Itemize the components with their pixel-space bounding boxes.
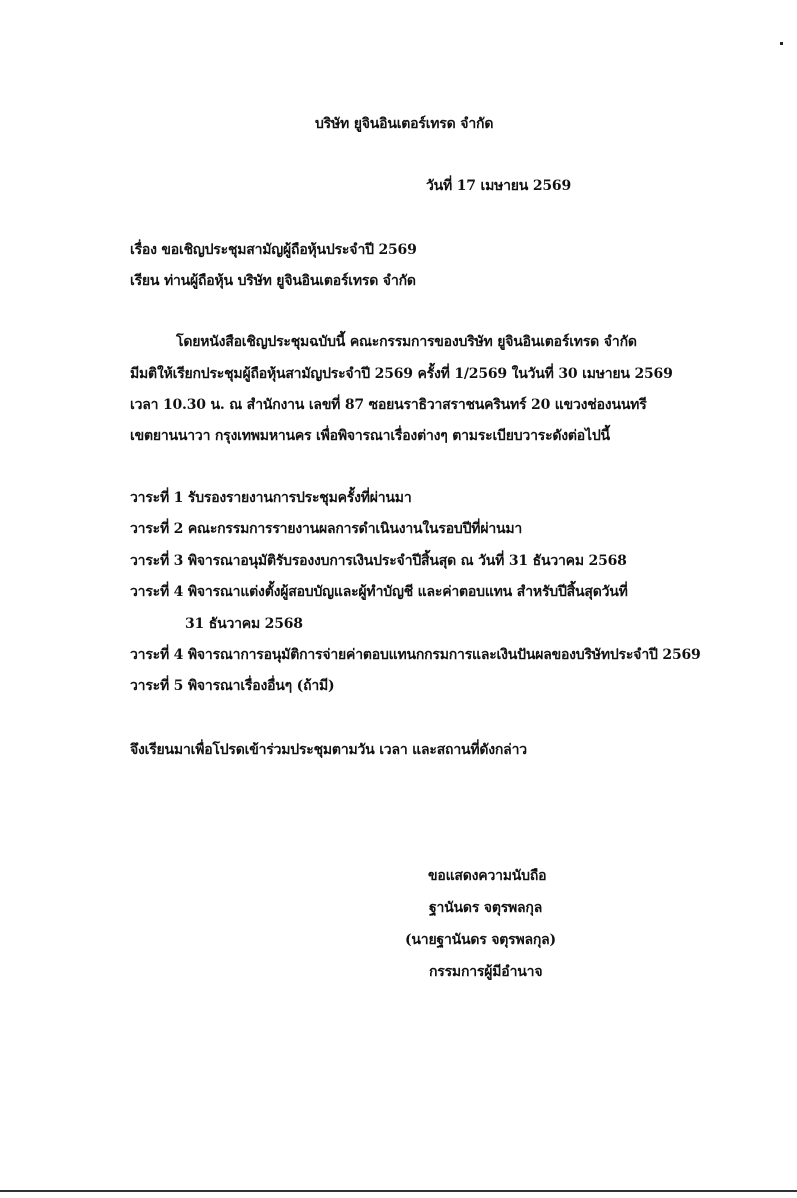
agenda-item-2: วาระที่ 2 คณะกรรมการรายงานผลการดำเนินงานในรอบปีที่ผ่านมา [130,521,523,537]
addressee-line: เรียน ท่านผู้ถือหุ้น บริษัท ยูจินอินเตอร์เทรด จำกัด [130,273,416,289]
agenda-item-3: วาระที่ 3 พิจารณาอนุมัติรับรองงบการเงินประจำปีสิ้นสุด ณ วันที่ 31 ธันวาคม 2568 [130,553,627,569]
signature-regards: ขอแสดงความนับถือ [428,868,547,884]
agenda-item-5: วาระที่ 5 พิจารณาเรื่องอื่นๆ (ถ้ามี) [130,678,335,694]
scan-mark [780,42,783,45]
company-heading: บริษัท ยูจินอินเตอร์เทรด จำกัด [315,116,494,132]
signature-title: กรรมการผู้มีอำนาจ [429,964,543,980]
body-line-1: โดยหนังสือเชิญประชุมฉบับนี้ คณะกรรมการของบริษัท ยูจินอินเตอร์เทรด จำกัด [176,334,637,350]
agenda-item-4b: วาระที่ 4 พิจารณาการอนุมัติการจ่ายค่าตอบแทนกกรมการและเงินปันผลของบริษัทประจำปี 2569 [130,647,701,663]
date-line: วันที่ 17 เมษายน 2569 [426,178,572,194]
closing-line: จึงเรียนมาเพื่อโปรดเข้าร่วมประชุมตามวัน เวลา และสถานที่ดังกล่าว [130,742,527,758]
signature-full-name: (นายฐานันดร จตุรพลกุล) [405,932,556,948]
bottom-edge-rule [0,1190,797,1192]
body-line-4: เขตยานนาวา กรุงเทพมหานคร เพื่อพิจารณาเรื่องต่างๆ ตามระเบียบวาระดังต่อไปนี้ [130,428,610,444]
agenda-item-4-continued: 31 ธันวาคม 2568 [185,616,303,632]
body-line-3: เวลา 10.30 น. ณ สำนักงาน เลขที่ 87 ซอยนราธิวาสราชนครินทร์ 20 แขวงช่องนนทรี [130,397,647,413]
body-line-2: มีมติให้เรียกประชุมผู้ถือหุ้นสามัญประจำปี 2569 ครั้งที่ 1/2569 ในวันที่ 30 เมษายน 2569 [130,366,673,382]
subject-line: เรื่อง ขอเชิญประชุมสามัญผู้ถือหุ้นประจำปี 2569 [130,242,417,258]
agenda-item-4: วาระที่ 4 พิจารณาแต่งตั้งผู้สอบบัญและผู้ทำบัญชี และค่าตอบแทน สำหรับปีสิ้นสุดวันที่ [130,584,628,600]
agenda-item-1: วาระที่ 1 รับรองรายงานการประชุมครั้งที่ผ่านมา [130,490,412,506]
signature-name: ฐานันดร จตุรพลกุล [429,900,543,916]
